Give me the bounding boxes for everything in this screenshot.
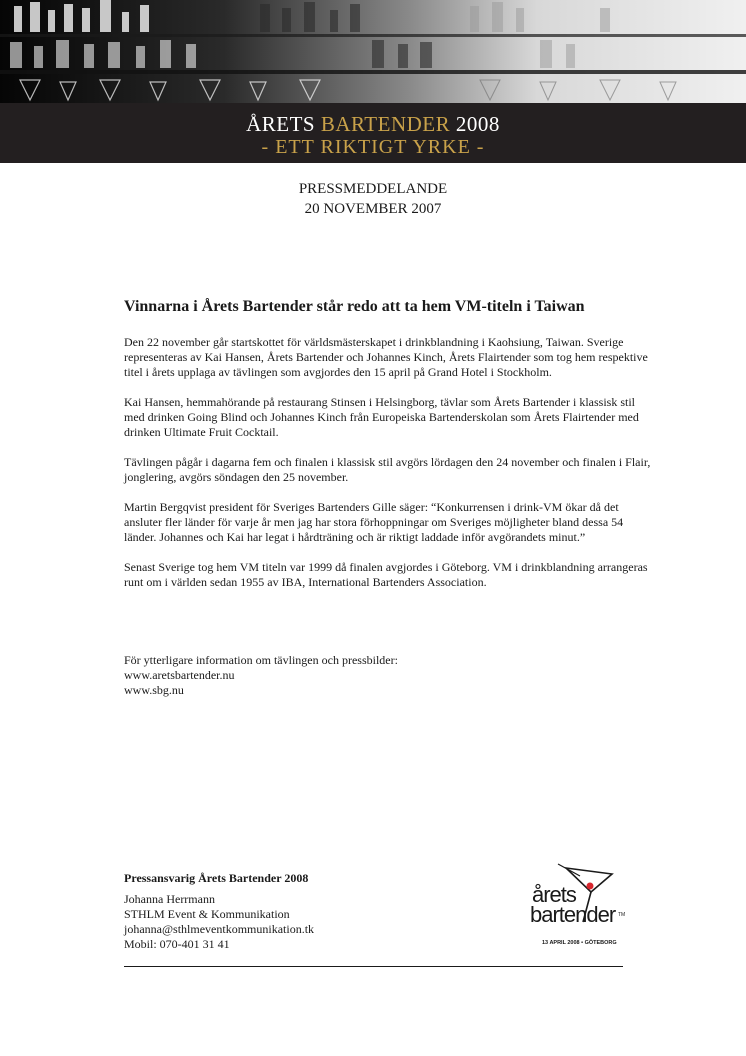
- header-photo-bar-shelves: [0, 0, 746, 103]
- logo-trademark: TM: [618, 912, 626, 918]
- press-contact: [124, 871, 444, 952]
- banner-subtitle: - ETT RIKTIGT YRKE -: [261, 136, 485, 158]
- olive-icon: [587, 883, 594, 890]
- paragraph: Kai Hansen, hemmahörande på restaurang Stinsen i Helsingborg, tävlar som Årets Bartender i klassisk stil med drinken Going Blind och Johannes Kinch från Europeiska Bartenderskolan som Årets Flairtender med drinken Ultimate Fruit Cocktail.: [124, 395, 639, 439]
- banner-title-prefix: ÅRETS: [246, 112, 316, 136]
- logo-line1: årets: [532, 882, 576, 907]
- banner-title: [0, 112, 746, 137]
- arets-bartender-logo: [528, 862, 638, 952]
- press-date: 20 NOVEMBER 2007: [304, 201, 442, 217]
- link-aretsbartender[interactable]: www.aretsbartender.nu: [124, 668, 235, 682]
- banner-title-highlight: BARTENDER: [320, 112, 451, 136]
- title-band: [0, 103, 746, 163]
- paragraph: Den 22 november går startskottet för världsmästerskapet i drinkblandning i Kaohsiung, Taiwan. Sverige representeras av Kai Hansen, Årets Bartender och Johannes Kinch, Årets Flairtender som tog hem respektive titel i årets upplaga av tävlingen som avgjordes den 15 april på Grand Hotel i Stockholm.: [124, 335, 648, 379]
- logo-line2: bartender: [530, 902, 616, 927]
- more-info: [124, 653, 524, 698]
- paragraph: Senast Sverige tog hem VM titeln var 1999 då finalen avgjordes i Göteborg. VM i drinkblandning arrangeras runt om i världen sedan 1955 av IBA, International Bartenders Association.: [124, 560, 648, 589]
- contact-company: STHLM Event & Kommunikation: [124, 907, 290, 921]
- press-label: PRESSMEDDELANDE: [298, 181, 448, 197]
- contact-title: Pressansvarig Årets Bartender 2008: [124, 871, 309, 885]
- footer-divider: [124, 966, 623, 967]
- press-release-header: [0, 179, 746, 219]
- paragraph: Martin Bergqvist president för Sveriges Bartenders Gille säger: “Konkurrensen i drink-VM ökar då det ansluter fler länder för varje år men jag har stora förhoppningar om Sveriges möjligheter bland dessa 54 länder. Johannes och Kai har legat i hårdträning och är riktigt laddade inför avgörandets minut.”: [124, 500, 624, 544]
- info-intro: För ytterligare information om tävlingen och pressbilder:: [124, 653, 398, 667]
- contact-name: Johanna Herrmann: [124, 892, 215, 906]
- contact-email[interactable]: johanna@sthlmeventkommunikation.tk: [124, 922, 315, 936]
- paragraph: Tävlingen pågår i dagarna fem och finalen i klassisk stil avgörs lördagen den 24 november och finalen i Flair, jonglering, avgörs söndagen den 25 november.: [124, 455, 651, 484]
- article-body: [124, 335, 654, 605]
- logo-tagline: 13 APRIL 2008 • GÖTEBORG: [542, 940, 617, 946]
- headline: Vinnarna i Årets Bartender står redo att ta hem VM-titeln i Taiwan: [124, 298, 585, 315]
- bar-bottles-illustration: [0, 0, 746, 103]
- contact-phone: Mobil: 070-401 31 41: [124, 937, 230, 951]
- link-sbg[interactable]: www.sbg.nu: [124, 683, 184, 697]
- banner-title-year: 2008: [455, 112, 500, 136]
